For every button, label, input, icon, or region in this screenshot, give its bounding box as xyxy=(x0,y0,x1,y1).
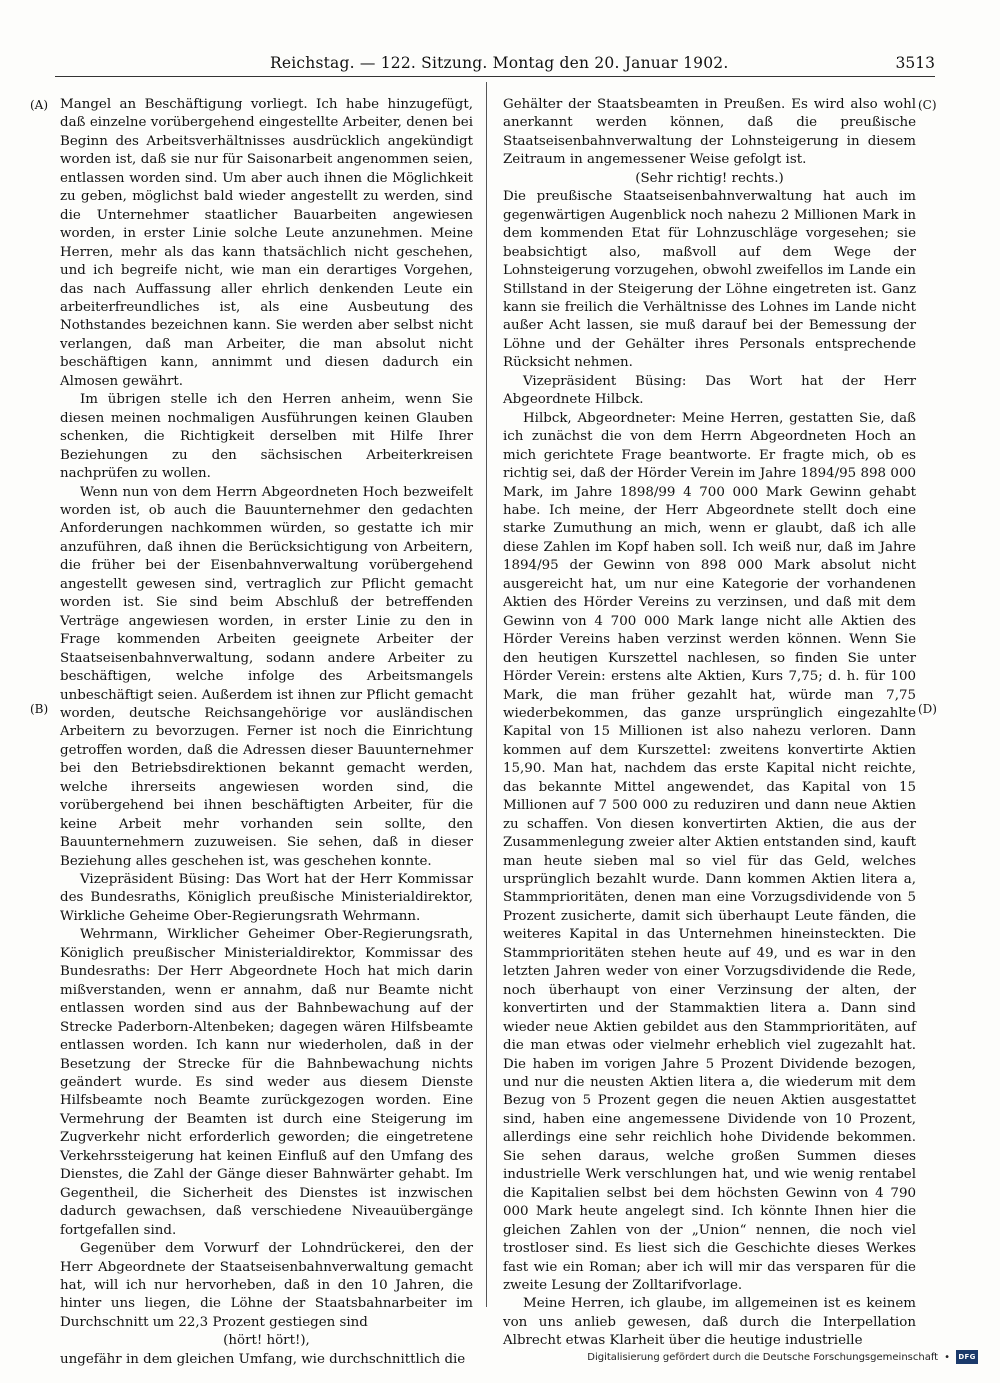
interjection: (Sehr richtig! rechts.) xyxy=(635,170,784,186)
speaker-paragraph: Hilbck, Abgeordneter: Meine Herren, gestatten Sie, daß ich zunächst die von dem Herrn Abgeordneten Hoch an mich gerichtete Frage beantworte. Er fragte mich, ob es richtig sei, daß der Hörder Verein im Jahre 1894/95 898 000 Mark, im Jahre 1898/99 4 700 000 Mark Gewinn gehabt habe. Ich meine, der Herr Abgeordnete stellt doch eine starke Zumuthung an mich, wenn er glaubt, daß ich alle diese Zahlen im Kopf haben soll. Ich weiß nur, daß im Jahre 1894/95 der Gewinn von 898 000 Mark absolut nicht ausgereicht hat, um nur eine Kategorie der vorhandenen Aktien des Hörder Vereins zu verzinsen, und daß mit dem Gewinn von 4 700 000 Mark lange nicht alle Aktien des Hörder Vereins haben verzinst werden können. Wenn Sie den heutigen Kurszettel nachlesen, so finden Sie unter Hörder Verein: erstens alte Aktien, Kurs 7,75; d. h. für 100 Mark, die man früher gezahlt hat, würde man 7,75 wiederbekommen, das ganze ursprünglich eingezahlte Kapital von 15 Millionen ist also nahezu verloren. Dann kommen auf dem Kurszettel: zweitens konvertirte Aktien 15,90. Man hat, nachdem das erste Kapital nicht reichte, das bekannte Mittel angewendet, das Kapital von 15 Millionen auf 7 500 000 zu reduziren und dann neue Aktien zu schaffen. Von diesen konvertirten Aktien, die aus der Zusammenlegung zweier alter Aktien entstanden sind, kauft man heute sieben mal so viel für das Geld, welches ursprünglich bezahlt wurde. Dann kommen Aktien litera a, Stammprioritäten, denen man eine Vorzugsdividende von 5 Prozent zusicherte, damit sich überhaupt Leute fänden, die weiteres Kapital in das Unternehmen hineinsteckten. Die Stammprioritäten stehen heute auf 49, und es war in den letzten Jahren weder von einer Vorzugsdividende die Rede, noch überhaupt von einer Verzinsung der alten, der konvertirten und der Stammaktien litera a. Dann sind wieder neue Aktien gebildet aus den Stammprioritäten, auf die man etwas oder vielmehr erheblich viel zugezahlt hat. Die haben im vorigen Jahre 5 Prozent Dividende bezogen, und nur die neusten Aktien litera a, die wiederum mit dem Bezug von 5 Prozent gegen die neuen Aktien ausgestattet sind, haben eine angemessene Dividende von 10 Prozent, allerdings eine sehr reichlich hohe Dividende bekommen. Sie sehen daraus, welche großen Summen dieses industrielle Werk verschlungen hat, und wie wenig rentabel die Kapitalien selbst bei dem höchsten Gewinn von 4 790 000 Mark heute angelegt sind. Ich könnte Ihnen hier die gleichen Zahlen von der „Union“ nennen, die noch viel trostloser sind. Es liest sich die Geschichte dieses Werkes fast wie ein Roman; aber ich will mir das versparen für die zweite Lesung der Zolltarifvorlage. xyxy=(503,410,916,1293)
footer xyxy=(587,1348,978,1366)
margin-marker-c: (C) xyxy=(918,98,937,112)
margin-marker-a: (A) xyxy=(30,98,49,112)
paragraph: Mangel an Beschäftigung vorliegt. Ich habe hinzugefügt, daß einzelne vorübergehend eingestellte Arbeiter, denen bei Beginn des Arbeitsverhältnisses ausdrücklich angekündigt worden ist, daß sie nur für Saisonarbeit angenommen seien, entlassen worden sind. Um aber auch ihnen die Möglichkeit zu geben, möglichst bald wieder angestellt zu werden, sind die Unternehmer staatlicher Bauarbeiten angewiesen worden, in erster Linie solche Leute anzunehmen. Meine Herren, mehr als das kann thatsächlich nicht geschehen, und ich begreife nicht, wie man ein derartiges Vorgehen, das nach Auffassung aller ehrlich denkenden Leute ein arbeiterfreundliches ist, als eine Ausbeutung des Nothstandes bezeichnen kann. Sie werden aber selbst nicht verlangen, daß man Arbeiter, die man absolut nicht beschäftigen kann, annimmt und diesen dadurch ein Almosen gewährt. xyxy=(60,97,473,389)
interjection: (hört! hört!), xyxy=(223,1333,310,1349)
paragraph: Gehälter der Staatsbeamten in Preußen. Es wird also wohl anerkannt werden können, daß die preußische Staatseisenbahnverwaltung der Lohnsteigerung in diesem Zeitraum in angemessener Weise gefolgt ist. xyxy=(503,97,916,168)
paragraph: Im übrigen stelle ich den Herren anheim, wenn Sie diesen meinen nochmaligen Ausführungen keinen Glauben schenken, die Richtigkeit derselben mit Hilfe Ihrer Beziehungen zu den sächsischen Arbeiterkreisen nachprüfen zu wollen. xyxy=(60,392,473,482)
paragraph: ungefähr in dem gleichen Umfang, wie durchschnittlich die xyxy=(60,1351,466,1367)
paragraph: Die preußische Staatseisenbahnverwaltung hat auch im gegenwärtigen Augenblick noch nahezu 2 Millionen Mark in dem kommenden Etat für Lohnzuschläge vorgesehen; sie beabsichtigt also, maßvoll auf dem Wege der Lohnsteigerung vorzugehen, obwohl zweifellos im Lande ein Stillstand in der Steigerung der Löhne eingetreten ist. Ganz kann sie freilich die Verhältnisse des Lohnes im Lande nicht außer Acht lassen, sie muß darauf bei der Bemessung der Löhne und der Gehälter ihres Personals entsprechende Rücksicht nehmen. xyxy=(503,189,916,371)
speaker-paragraph: Wehrmann, Wirklicher Geheimer Ober-Regierungsrath, Königlich preußischer Ministerialdirektor, Kommissar des Bundesraths: Der Herr Abgeordnete Hoch hat mich darin mißverstanden, wenn er annahm, daß nur Beamte nicht entlassen worden sind aus der Bahnbewachung auf der Strecke Paderborn-Altenbeken; dagegen wären Hilfsbeamte entlassen worden. Ich kann nur wiederholen, daß in der Besetzung der Strecke für die Bahnbewachung nichts geändert wurde. Es sind weder aus diesem Dienste Hilfsbeamte noch Beamte zurückgezogen worden. Eine Vermehrung der Beamten ist durch eine Steigerung im Zugverkehr nicht erforderlich geworden; die eingetretene Verkehrssteigerung hat keinen Einfluß auf den Umfang des Dienstes, die Zahl der Gänge dieser Bahnwärter gehabt. Im Gegentheil, die Sicherheit des Dienstes ist inzwischen dadurch gewachsen, daß verschiedene Niveauübergänge fortgefallen sind. xyxy=(60,927,473,1238)
left-column xyxy=(60,96,473,1369)
speaker-paragraph: Vizepräsident Büsing: Das Wort hat der Herr Kommissar des Bundesraths, Königlich preußische Ministerialdirektor, Wirkliche Geheime Ober-Regierungsrath Wehrmann. xyxy=(60,872,473,924)
paragraph: Wenn nun von dem Herrn Abgeordneten Hoch bezweifelt worden ist, ob auch die Bauunternehmer den gedachten Anforderungen nachkommen würden, so gestatte ich mir anzuführen, daß ihnen die Berücksichtigung von Arbeitern, die früher bei der Eisenbahnverwaltung vorübergehend angestellt gewesen sind, vertraglich zur Pflicht gemacht worden ist. Sie sind beim Abschluß der betreffenden Verträge angewiesen worden, in erster Linie zu den in Frage kommenden Arbeiten geeignete Arbeiter der Staatseisenbahnverwaltung, sodann andere Arbeiter zu beschäftigen, welche infolge des Arbeitsmangels unbeschäftigt seien. Außerdem ist ihnen zur Pflicht gemacht worden, deutsche Reichsangehörige vor ausländischen Arbeitern zu bevorzugen. Ferner ist noch die Einrichtung getroffen worden, daß die Adressen dieser Bauunternehmer bei den Betriebsdirektionen bekannt gemacht werden, welche ihrerseits angewiesen worden sind, die vorübergehend bei ihnen beschäftigten Arbeiter, für die keine Arbeit mehr vorhanden sein sollte, den Bauunternehmern zuzuweisen. Sie sehen, daß in dieser Beziehung alles geschehen ist, was geschehen konnte. xyxy=(60,484,473,869)
column-divider xyxy=(486,82,487,1307)
margin-marker-d: (D) xyxy=(918,702,937,716)
running-title: Reichstag. — 122. Sitzung. Montag den 20. Januar 1902. xyxy=(270,54,729,72)
dfg-logo: DFG xyxy=(956,1350,978,1364)
margin-marker-b: (B) xyxy=(30,702,49,716)
right-column xyxy=(503,96,916,1351)
paragraph: Meine Herren, ich glaube, im allgemeinen ist es keinem von uns anlieb gewesen, daß durch die Interpellation Albrecht etwas Klarheit über die heutige industrielle xyxy=(503,1296,916,1349)
page-number: 3513 xyxy=(895,54,935,72)
page-header xyxy=(55,52,935,77)
paragraph: Gegenüber dem Vorwurf der Lohndrückerei, den der Herr Abgeordnete der Staatseisenbahnverwaltung gemacht hat, will ich nur hervorheben, daß in den 10 Jahren, die hinter uns liegen, die Löhne der Staatsbahnarbeiter im Durchschnitt um 22,3 Prozent gestiegen sind xyxy=(60,1241,473,1330)
speaker-paragraph: Vizepräsident Büsing: Das Wort hat der Herr Abgeordnete Hilbck. xyxy=(503,373,916,408)
footer-separator: • xyxy=(944,1351,950,1363)
footer-credit: Digitalisierung gefördert durch die Deutsche Forschungsgemeinschaft xyxy=(587,1351,939,1363)
